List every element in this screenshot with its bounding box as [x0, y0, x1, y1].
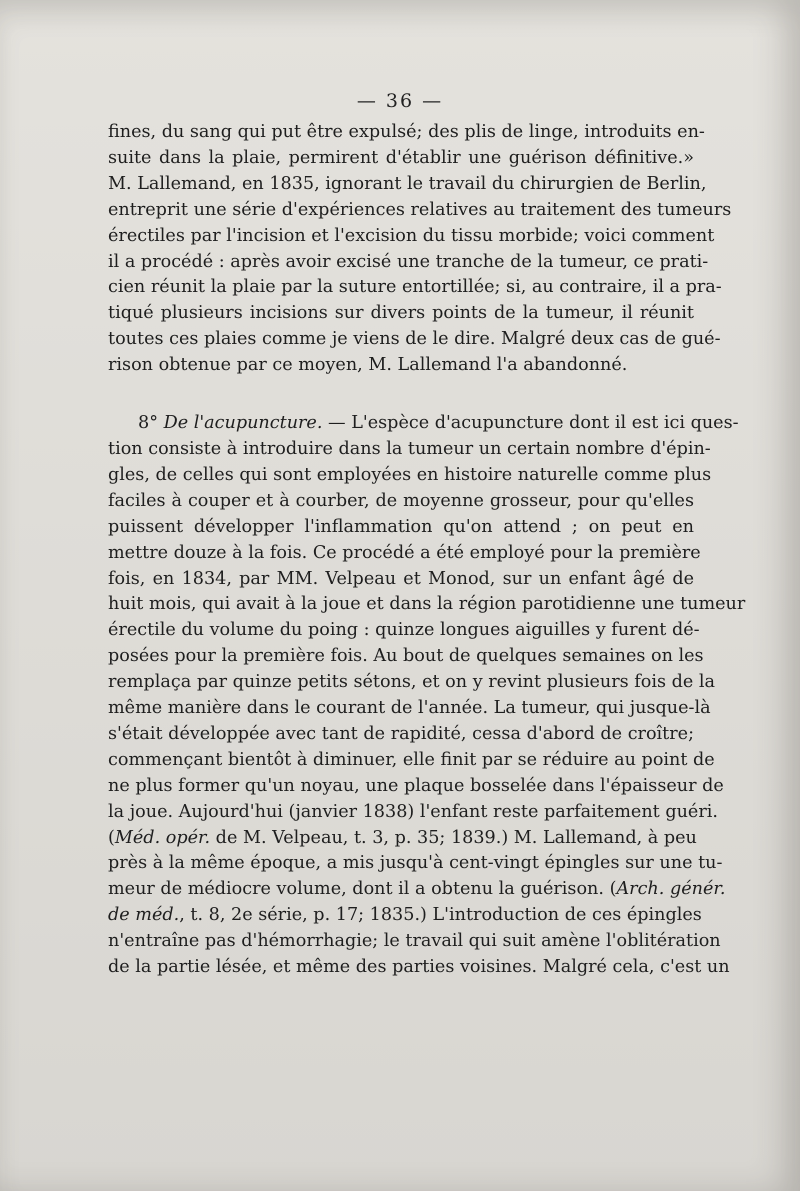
text-line: érectile du volume du poing : quinze longues aiguilles y furent dé-: [108, 620, 700, 641]
text-line: il a procédé : après avoir excisé une tranche de la tumeur, ce prati-: [108, 251, 709, 272]
citation-title: Méd. opér.: [114, 827, 211, 848]
text-line: huit mois, qui avait à la joue et dans la région parotidienne une tumeur: [108, 594, 746, 615]
section-title: De l'acupuncture.: [163, 413, 323, 434]
text-line: érectiles par l'incision et l'excision du tissu morbide; voici comment: [108, 225, 715, 246]
paragraph-acupuncture: [108, 411, 746, 981]
text-line: de la partie lésée, et même des parties voisines. Malgré cela, c'est un: [108, 957, 730, 978]
text-line: remplaça par quinze petits sétons, et on y revint plusieurs fois de la: [108, 672, 716, 693]
citation-rest: , t. 8, 2e série, p. 17; 1835.) L'introduction de ces épingles: [179, 905, 702, 926]
text-line: suite dans la plaie, permirent d'établir une guérison définitive.»: [108, 147, 694, 168]
text-line: puissent développer l'inflammation qu'on attend ; on peut en: [108, 516, 694, 537]
text-line: même manière dans le courant de l'année. La tumeur, qui jusque-là: [108, 698, 711, 719]
text-line: mettre douze à la fois. Ce procédé a été employé pour la première: [108, 542, 701, 563]
text-line: toutes ces plaies comme je viens de le dire. Malgré deux cas de gué-: [108, 329, 721, 350]
body-text: [108, 120, 746, 981]
text-line: ne plus former qu'un noyau, une plaque bosselée dans l'épaisseur de: [108, 775, 724, 796]
citation-title: Arch. génér.: [616, 879, 726, 900]
text-line: près à la même époque, a mis jusqu'à cent-vingt épingles sur une tu-: [108, 853, 723, 874]
paragraph-gap: [108, 379, 694, 411]
text-line: s'était développée avec tant de rapidité, cessa d'abord de croître;: [108, 723, 694, 744]
text-segment: meur de médiocre volume, dont il a obtenu la guérison.: [108, 879, 610, 900]
text-line: M. Lallemand, en 1835, ignorant le travail du chirurgien de Berlin,: [108, 173, 707, 194]
section-number: 8°: [138, 413, 164, 434]
citation-open: (: [108, 827, 115, 848]
text-line: posées pour la première fois. Au bout de quelques semaines on les: [108, 646, 704, 667]
text-line: fines, du sang qui put être expulsé; des plis de linge, introduits en-: [108, 122, 705, 142]
text-line: commençant bientôt à diminuer, elle finit par se réduire au point de: [108, 749, 715, 770]
text-line: rison obtenue par ce moyen, M. Lallemand l'a abandonné.: [108, 355, 628, 376]
text-line: gles, de celles qui sont employées en histoire naturelle comme plus: [108, 464, 712, 485]
section-heading-line: [108, 411, 739, 437]
citation-title-cont: de méd.: [108, 905, 180, 926]
text-line: cien réunit la plaie par la suture entortillée; si, au contraire, il a pra-: [108, 277, 722, 298]
citation-line: [108, 903, 702, 929]
page-number: — 36 —: [356, 90, 444, 112]
section-heading-rest: — L'espèce d'acupuncture dont il est ici ques-: [322, 413, 739, 434]
paragraph-1: [108, 120, 732, 379]
text-line: tiqué plusieurs incisions sur divers points de la tumeur, il réunit: [108, 303, 694, 324]
text-line: faciles à couper et à courber, de moyenne grosseur, pour qu'elles: [108, 490, 694, 511]
text-line: la joue. Aujourd'hui (janvier 1838) l'enfant reste parfaitement guéri.: [108, 801, 718, 822]
citation-line: [108, 826, 697, 852]
text-line: fois, en 1834, par MM. Velpeau et Monod, sur un enfant âgé de: [108, 568, 694, 589]
text-line: tion consiste à introduire dans la tumeur un certain nombre d'épin-: [108, 438, 711, 459]
text-line: n'entraîne pas d'hémorrhagie; le travail qui suit amène l'oblitération: [108, 931, 721, 952]
citation-open: (: [609, 879, 617, 900]
citation-rest: de M. Velpeau, t. 3, p. 35; 1839.) M. Lallemand, à peu: [210, 827, 697, 848]
citation-line: [108, 877, 726, 903]
text-line: entreprit une série d'expériences relatives au traitement des tumeurs: [108, 199, 732, 220]
